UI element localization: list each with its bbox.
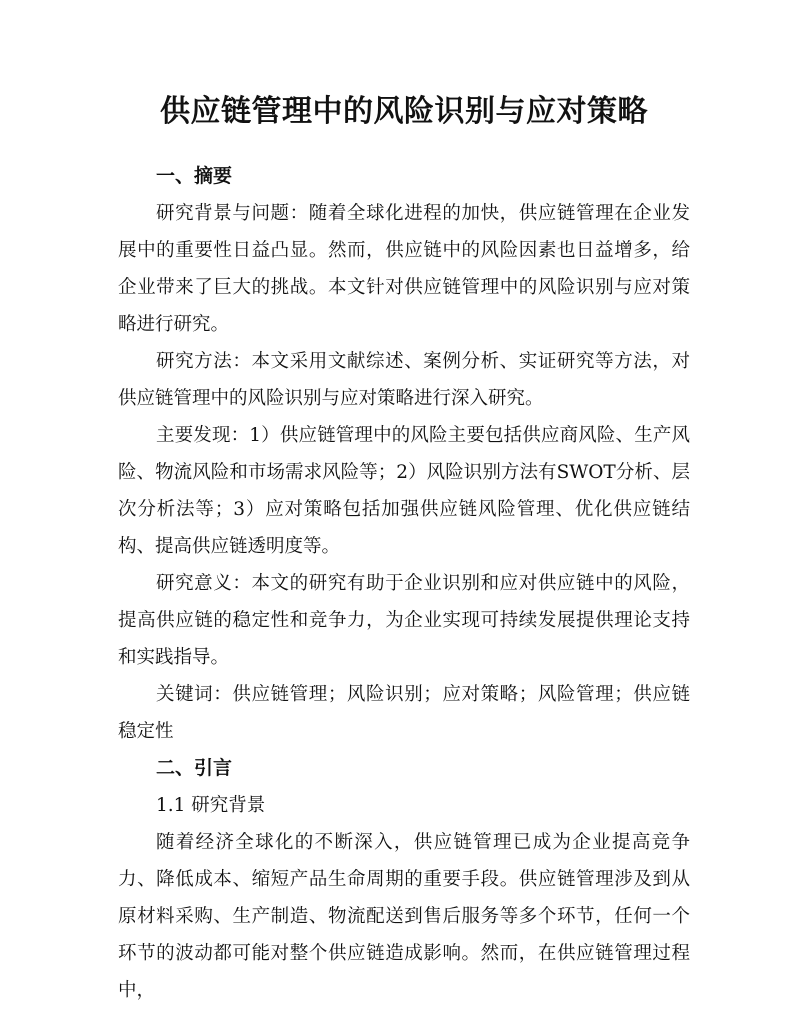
document-title: 供应链管理中的风险识别与应对策略 [160, 94, 648, 129]
abstract-methods-paragraph: 研究方法：本文采用文献综述、案例分析、实证研究等方法，对供应链管理中的风险识别与应对策略进行深入研究。 [118, 351, 690, 409]
introduction-paragraph: 随着经济全球化的不断深入，供应链管理已成为企业提高竞争力、降低成本、缩短产品生命周期的重要手段。供应链管理涉及到从原材料采购、生产制造、物流配送到售后服务等多个环节，任何一个环节的波动都可能对整个供应链造成影响。然而，在供应链管理过程中， [118, 832, 690, 1001]
subsection-heading-research-background: 1.1 研究背景 [156, 795, 266, 816]
abstract-background-paragraph: 研究背景与问题：随着全球化进程的加快，供应链管理在企业发展中的重要性日益凸显。然而，供应链中的风险因素也日益增多，给企业带来了巨大的挑战。本文针对供应链管理中的风险识别与应对策略进行研究。 [118, 203, 690, 335]
section-heading-abstract: 一、摘要 [156, 165, 233, 187]
abstract-findings-paragraph: 主要发现：1）供应链管理中的风险主要包括供应商风险、生产风险、物流风险和市场需求风险等；2）风险识别方法有SWOT分析、层次分析法等；3）应对策略包括加强供应链风险管理、优化供应链结构、提高供应链透明度等。 [118, 425, 690, 557]
abstract-significance-paragraph: 研究意义：本文的研究有助于企业识别和应对供应链中的风险，提高供应链的稳定性和竞争力，为企业实现可持续发展提供理论支持和实践指导。 [118, 573, 690, 668]
section-heading-introduction: 二、引言 [156, 757, 233, 779]
abstract-keywords-paragraph: 关键词：供应链管理；风险识别；应对策略；风险管理；供应链稳定性 [118, 684, 690, 742]
